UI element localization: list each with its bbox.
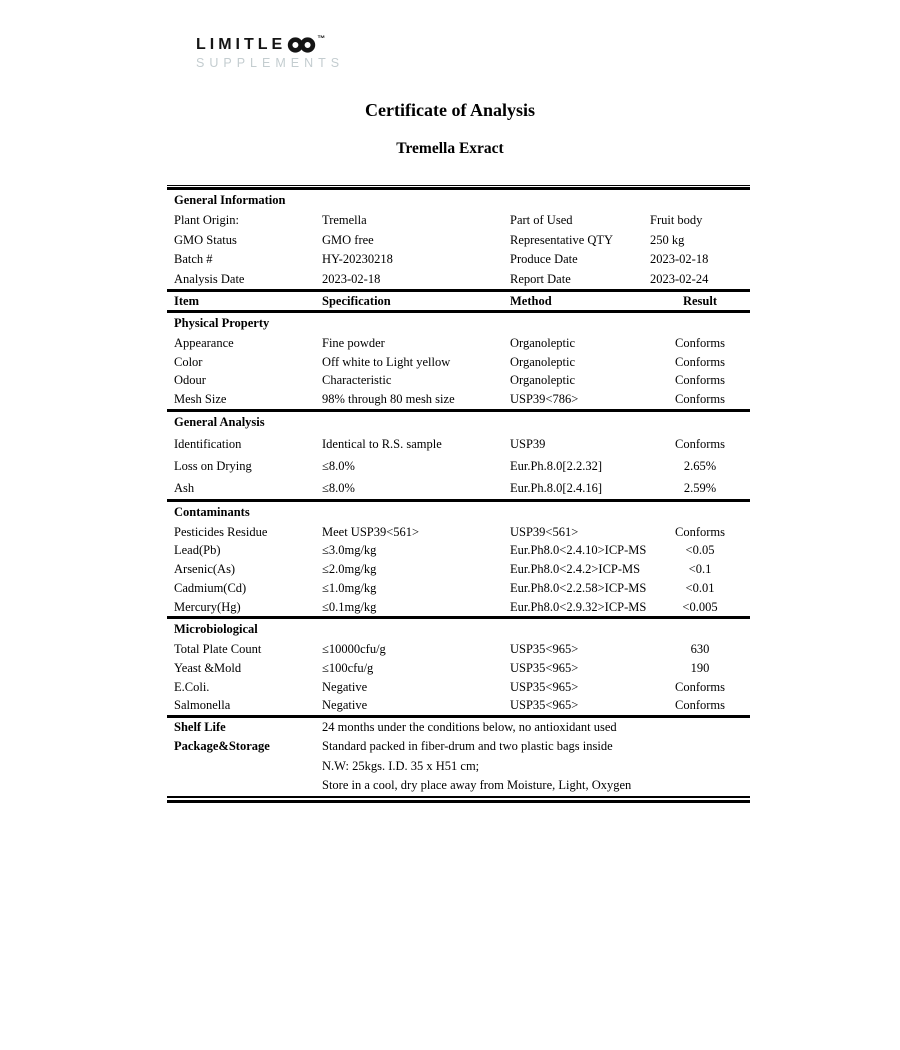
item-cell: Odour	[174, 373, 206, 388]
table-bottom-rule	[167, 800, 750, 803]
item-cell: Mercury(Hg)	[174, 599, 241, 614]
result-cell: 2.65%	[683, 458, 717, 473]
storage-text: Standard packed in fiber-drum and two plastic bags inside	[322, 739, 613, 754]
result-cell: 190	[690, 660, 710, 675]
item-cell: Appearance	[174, 336, 234, 350]
specification-cell: Characteristic	[322, 373, 392, 388]
result-cell: Conforms	[675, 373, 725, 388]
doc-title: Certificate of Analysis	[365, 100, 535, 120]
method-cell: USP39	[510, 436, 546, 451]
specification-cell: Meet USP39<561>	[322, 524, 420, 539]
method-cell: USP39<786>	[510, 392, 579, 407]
storage-text: 24 months under the conditions below, no antioxidant used	[322, 719, 617, 734]
method-cell: Eur.Ph8.0<2.4.10>ICP-MS	[510, 543, 647, 558]
item-cell: Yeast &Mold	[174, 660, 242, 675]
column-header-method: Method	[510, 294, 552, 308]
storage-text: Store in a cool, dry place away from Moisture, Light, Oxygen	[322, 778, 632, 793]
result-cell: Conforms	[675, 524, 725, 539]
spec-row	[167, 390, 750, 409]
spec-row	[167, 696, 750, 715]
item-cell: Pesticides Residue	[174, 524, 268, 539]
info-label: Report Date	[510, 271, 571, 286]
storage-label: Package&Storage	[174, 739, 270, 754]
specification-cell: Identical to R.S. sample	[322, 436, 442, 451]
certificate-table	[167, 185, 750, 803]
info-value: 250 kg	[650, 232, 685, 247]
info-label: Part of Used	[510, 213, 573, 227]
item-cell: Identification	[174, 436, 242, 451]
specification-cell: ≤2.0mg/kg	[322, 562, 377, 577]
item-cell: Salmonella	[174, 698, 231, 713]
section-header-physical-property: Physical Property	[174, 316, 270, 330]
storage-text: N.W: 25kgs. I.D. 35 x H51 cm;	[322, 758, 480, 773]
spec-row	[167, 334, 750, 353]
info-label: Representative QTY	[510, 232, 614, 247]
spec-row	[167, 433, 750, 455]
method-cell: Eur.Ph.8.0[2.4.16]	[510, 480, 603, 495]
result-cell: <0.05	[685, 543, 715, 558]
info-value: 2023-02-24	[650, 271, 709, 286]
spec-row	[167, 477, 750, 499]
product-name: Tremella Exract	[396, 140, 504, 157]
info-value: 2023-02-18	[322, 271, 381, 286]
result-cell: Conforms	[675, 679, 725, 694]
spec-row	[167, 371, 750, 390]
method-cell: USP35<965>	[510, 679, 579, 694]
info-label: GMO Status	[174, 232, 237, 247]
spec-row	[167, 579, 750, 598]
info-label: Batch #	[174, 252, 213, 266]
info-value: HY-20230218	[322, 252, 393, 266]
general-info-row	[167, 250, 750, 270]
general-info-row	[167, 270, 750, 290]
brand-text: LIMITLE	[196, 36, 287, 53]
method-cell: Eur.Ph8.0<2.9.32>ICP-MS	[510, 599, 647, 614]
result-cell: 2.59%	[683, 480, 717, 495]
brand-logo	[196, 33, 345, 70]
spec-row	[167, 560, 750, 579]
specification-cell: Negative	[322, 679, 368, 694]
specification-cell: ≤8.0%	[322, 458, 355, 473]
result-cell: <0.005	[682, 599, 718, 614]
item-cell: Total Plate Count	[174, 642, 262, 657]
specification-cell: Fine powder	[322, 336, 385, 350]
spec-row	[167, 523, 750, 542]
column-header-specification: Specification	[322, 294, 391, 308]
info-label: Produce Date	[510, 252, 578, 266]
storage-row	[167, 757, 750, 777]
specification-cell: ≤8.0%	[322, 480, 355, 495]
brand-wordmark	[196, 33, 344, 54]
column-header-result: Result	[682, 294, 718, 308]
spec-sections	[167, 313, 750, 718]
spec-row	[167, 455, 750, 477]
column-header-row	[167, 292, 750, 310]
info-label: Analysis Date	[174, 271, 245, 286]
specification-cell: ≤0.1mg/kg	[322, 599, 377, 614]
spec-row	[167, 598, 750, 617]
item-cell: Loss on Drying	[174, 458, 252, 473]
infinity-icon	[287, 36, 316, 54]
method-cell: Organoleptic	[510, 354, 576, 369]
brand-subtext: SUPPLEMENTS	[196, 56, 345, 70]
trademark-symbol: ™	[317, 33, 326, 43]
method-cell: Eur.Ph8.0<2.4.2>ICP-MS	[510, 562, 641, 577]
storage-label	[174, 776, 322, 796]
info-value: Fruit body	[650, 213, 703, 227]
info-value: 2023-02-18	[650, 252, 709, 266]
item-cell: Mesh Size	[174, 392, 227, 407]
specification-cell: Off white to Light yellow	[322, 354, 451, 369]
method-cell: Organoleptic	[510, 336, 576, 350]
section-header-general-information: General Information	[174, 193, 286, 207]
specification-cell: ≤3.0mg/kg	[322, 543, 377, 558]
storage-row	[167, 776, 750, 796]
specification-cell: ≤1.0mg/kg	[322, 580, 377, 595]
spec-row	[167, 541, 750, 560]
result-cell: Conforms	[675, 336, 725, 350]
section-header-general-analysis: General Analysis	[174, 414, 265, 429]
info-value: GMO free	[322, 232, 374, 247]
info-value: Tremella	[322, 213, 367, 227]
method-cell: USP35<965>	[510, 660, 579, 675]
item-cell: Cadmium(Cd)	[174, 580, 247, 595]
general-info-row	[167, 231, 750, 251]
method-cell: USP35<965>	[510, 698, 579, 713]
storage-label: Shelf Life	[174, 719, 226, 734]
item-cell: Arsenic(As)	[174, 562, 236, 577]
item-cell: Lead(Pb)	[174, 543, 221, 558]
specification-cell: ≤100cfu/g	[322, 660, 374, 675]
result-cell: Conforms	[675, 698, 725, 713]
general-information-rows	[167, 211, 750, 289]
spec-row	[167, 640, 750, 659]
spec-row	[167, 659, 750, 678]
item-cell: Color	[174, 354, 203, 369]
general-info-row	[167, 211, 750, 231]
result-cell: Conforms	[675, 354, 725, 369]
result-cell: 630	[690, 642, 710, 657]
result-cell: Conforms	[675, 436, 725, 451]
section-header-contaminants: Contaminants	[174, 504, 250, 519]
specification-cell: 98% through 80 mesh size	[322, 392, 455, 407]
info-label: Plant Origin:	[174, 213, 239, 227]
section-header-microbiological: Microbiological	[174, 622, 258, 637]
item-cell: E.Coli.	[174, 679, 210, 694]
method-cell: Eur.Ph8.0<2.2.58>ICP-MS	[510, 580, 647, 595]
spec-row	[167, 678, 750, 697]
column-header-item: Item	[174, 294, 199, 308]
item-cell: Ash	[174, 480, 195, 495]
result-cell: <0.01	[685, 580, 715, 595]
method-cell: USP39<561>	[510, 524, 579, 539]
storage-rows	[167, 718, 750, 796]
method-cell: Organoleptic	[510, 373, 576, 388]
storage-label	[174, 757, 322, 777]
result-cell: Conforms	[675, 392, 725, 407]
result-cell: <0.1	[688, 562, 712, 577]
specification-cell: ≤10000cfu/g	[322, 642, 386, 657]
specification-cell: Negative	[322, 698, 368, 713]
method-cell: USP35<965>	[510, 642, 579, 657]
method-cell: Eur.Ph.8.0[2.2.32]	[510, 458, 603, 473]
storage-row	[167, 737, 750, 757]
storage-row	[167, 718, 750, 738]
spec-row	[167, 353, 750, 372]
